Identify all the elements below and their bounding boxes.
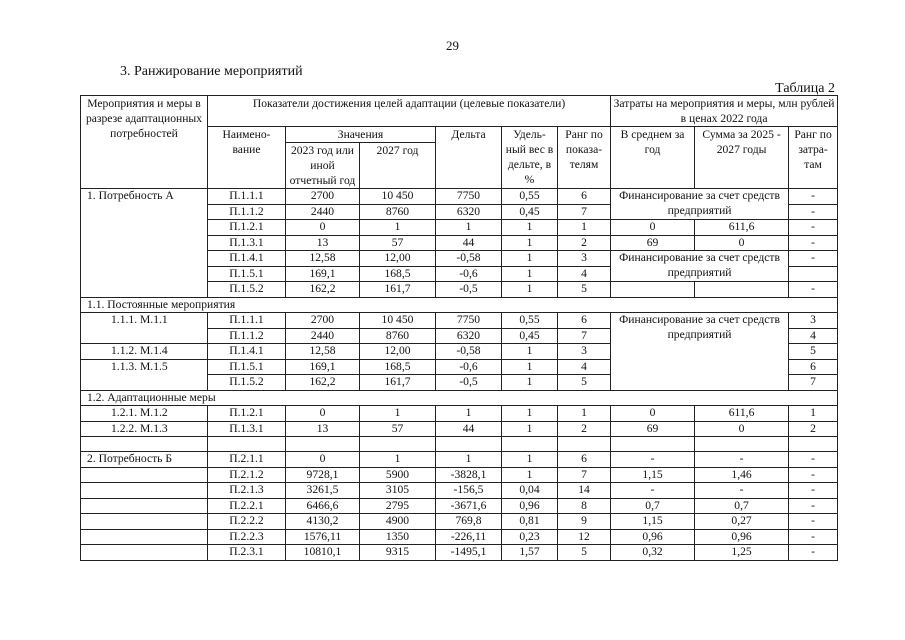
sum-2025-2027: 0,96 xyxy=(695,529,789,545)
adaptive-measures-label: 1.2. Адаптационные меры xyxy=(81,390,838,406)
rank-indicators: 12 xyxy=(558,529,611,545)
rank-indicators: 14 xyxy=(558,483,611,499)
average-per-year: 0 xyxy=(611,406,695,422)
delta-value: 44 xyxy=(436,235,502,251)
rank-costs: - xyxy=(789,452,838,468)
measure-label: 1.1.2. М.1.4 xyxy=(81,344,208,360)
value-2027: 161,7 xyxy=(360,375,436,391)
rank-indicators: 1 xyxy=(558,220,611,236)
weight-value: 1 xyxy=(502,282,558,298)
sum-2025-2027: - xyxy=(695,483,789,499)
delta-value: -156,5 xyxy=(436,483,502,499)
table-row xyxy=(81,189,838,205)
header-values: Значения xyxy=(286,127,436,143)
header-delta: Дельта xyxy=(436,127,502,189)
average-per-year: 1,15 xyxy=(611,514,695,530)
table-row xyxy=(81,483,838,499)
sum-2025-2027: 0,7 xyxy=(695,498,789,514)
rank-costs: 1 xyxy=(789,406,838,422)
rank-indicators: 6 xyxy=(558,313,611,329)
table-row xyxy=(81,421,838,437)
value-2023: 2700 xyxy=(286,189,360,205)
weight-value: 0,55 xyxy=(502,313,558,329)
need-b-label: 2. Потребность Б xyxy=(81,452,208,468)
indicator-code: П.2.2.1 xyxy=(208,498,286,514)
sum-2025-2027: 611,6 xyxy=(695,406,789,422)
table-row xyxy=(81,452,838,468)
rank-costs: - xyxy=(789,467,838,483)
weight-value: 0,96 xyxy=(502,498,558,514)
weight-value: 1 xyxy=(502,235,558,251)
weight-value: 0,45 xyxy=(502,328,558,344)
indicator-code: П.1.5.1 xyxy=(208,266,286,282)
value-2027: 161,7 xyxy=(360,282,436,298)
rank-indicators: 2 xyxy=(558,421,611,437)
value-2027: 5900 xyxy=(360,467,436,483)
indicator-code: П.1.4.1 xyxy=(208,251,286,267)
delta-value: -3828,1 xyxy=(436,467,502,483)
weight-value: 1 xyxy=(502,375,558,391)
rank-costs: - xyxy=(789,235,838,251)
empty-cell xyxy=(502,437,558,452)
rank-costs: - xyxy=(789,483,838,499)
weight-value: 0,23 xyxy=(502,529,558,545)
indicator-code: П.2.1.2 xyxy=(208,467,286,483)
value-2027: 12,00 xyxy=(360,251,436,267)
measure-label: 1.2.2. М.1.3 xyxy=(81,421,208,437)
header-measures: Мероприятия и меры в разрезе адаптационных потребностей xyxy=(81,96,208,189)
weight-value: 1 xyxy=(502,251,558,267)
value-2023: 13 xyxy=(286,235,360,251)
delta-value: -0,5 xyxy=(436,375,502,391)
value-2027: 12,00 xyxy=(360,344,436,360)
weight-value: 1,57 xyxy=(502,545,558,561)
header-sum: Сумма за 2025 - 2027 годы xyxy=(695,127,789,189)
page-number: 29 xyxy=(446,38,459,53)
header-costs-group: Затраты на мероприятия и меры, млн рублей в ценах 2022 года xyxy=(611,96,838,127)
sum-2025-2027: 611,6 xyxy=(695,220,789,236)
indicator-code: П.1.2.1 xyxy=(208,220,286,236)
empty-cell xyxy=(81,437,208,452)
value-2027: 168,5 xyxy=(360,359,436,375)
financing-note: Финансирование за счет средств предприятий xyxy=(611,251,789,282)
rank-indicators: 6 xyxy=(558,189,611,205)
weight-value: 1 xyxy=(502,467,558,483)
rank-indicators: 7 xyxy=(558,467,611,483)
indicator-code: П.1.3.1 xyxy=(208,235,286,251)
weight-value: 1 xyxy=(502,220,558,236)
weight-value: 0,45 xyxy=(502,204,558,220)
empty-cell xyxy=(611,437,695,452)
measure-label xyxy=(81,483,208,499)
delta-value: 1 xyxy=(436,406,502,422)
indicator-code: П.1.1.2 xyxy=(208,204,286,220)
delta-value: 769,8 xyxy=(436,514,502,530)
rank-costs: - xyxy=(789,498,838,514)
empty-cell xyxy=(436,437,502,452)
value-2023: 12,58 xyxy=(286,251,360,267)
header-year-2023: 2023 год или иной отчетный год xyxy=(286,143,360,189)
rank-indicators: 3 xyxy=(558,251,611,267)
value-2023: 1576,11 xyxy=(286,529,360,545)
empty-cell xyxy=(360,437,436,452)
value-2027: 8760 xyxy=(360,204,436,220)
rank-costs xyxy=(789,266,838,282)
indicator-code: П.2.1.1 xyxy=(208,452,286,468)
header-rank-indicators: Ранг по показа-телям xyxy=(558,127,611,189)
table-row xyxy=(81,498,838,514)
rank-indicators: 8 xyxy=(558,498,611,514)
rank-costs: 7 xyxy=(789,375,838,391)
indicator-code: П.2.3.1 xyxy=(208,545,286,561)
empty-row xyxy=(81,437,838,452)
rank-costs: - xyxy=(789,545,838,561)
empty-cell xyxy=(695,437,789,452)
indicator-code: П.2.2.3 xyxy=(208,529,286,545)
rank-indicators: 3 xyxy=(558,344,611,360)
value-2023: 10810,1 xyxy=(286,545,360,561)
value-2027: 1 xyxy=(360,452,436,468)
indicator-code: П.1.5.2 xyxy=(208,282,286,298)
measure-label: 1.2.1. М.1.2 xyxy=(81,406,208,422)
delta-value: 44 xyxy=(436,421,502,437)
weight-value: 1 xyxy=(502,421,558,437)
value-2027: 168,5 xyxy=(360,266,436,282)
table-row xyxy=(81,545,838,561)
value-2023: 9728,1 xyxy=(286,467,360,483)
section-title: 3. Ранжирование мероприятий xyxy=(120,64,303,79)
indicator-code: П.1.5.2 xyxy=(208,375,286,391)
weight-value: 0,55 xyxy=(502,189,558,205)
rank-indicators: 7 xyxy=(558,204,611,220)
indicator-code: П.1.4.1 xyxy=(208,344,286,360)
empty-cell xyxy=(208,437,286,452)
sum-2025-2027: 0 xyxy=(695,421,789,437)
measure-label xyxy=(81,498,208,514)
delta-value: -0,6 xyxy=(436,359,502,375)
rank-costs: - xyxy=(789,251,838,267)
value-2027: 2795 xyxy=(360,498,436,514)
measure-label xyxy=(81,514,208,530)
delta-value: -1495,1 xyxy=(436,545,502,561)
value-2023: 169,1 xyxy=(286,266,360,282)
table-row xyxy=(81,529,838,545)
value-2027: 10 450 xyxy=(360,313,436,329)
indicator-code: П.2.2.2 xyxy=(208,514,286,530)
value-2027: 10 450 xyxy=(360,189,436,205)
indicator-code: П.1.1.1 xyxy=(208,189,286,205)
delta-value: 7750 xyxy=(436,313,502,329)
need-a-label: 1. Потребность А xyxy=(81,189,208,298)
header-average-per-year: В среднем за год xyxy=(611,127,695,189)
weight-value: 0,81 xyxy=(502,514,558,530)
rank-indicators: 6 xyxy=(558,452,611,468)
table-label: Таблица 2 xyxy=(775,81,835,96)
delta-value: -0,58 xyxy=(436,344,502,360)
average-per-year: 1,15 xyxy=(611,467,695,483)
rank-costs: - xyxy=(789,189,838,205)
header-year-2027: 2027 год xyxy=(360,143,436,189)
weight-value: 1 xyxy=(502,359,558,375)
value-2023: 162,2 xyxy=(286,375,360,391)
table-row xyxy=(81,514,838,530)
measure-label xyxy=(81,545,208,561)
table-row xyxy=(81,467,838,483)
rank-indicators: 1 xyxy=(558,406,611,422)
value-2023: 6466,6 xyxy=(286,498,360,514)
average-per-year: 69 xyxy=(611,235,695,251)
weight-value: 1 xyxy=(502,266,558,282)
delta-value: -0,5 xyxy=(436,282,502,298)
rank-indicators: 5 xyxy=(558,545,611,561)
delta-value: 1 xyxy=(436,452,502,468)
sum-2025-2027 xyxy=(695,282,789,298)
delta-value: 6320 xyxy=(436,204,502,220)
value-2023: 162,2 xyxy=(286,282,360,298)
permanent-measures-label: 1.1. Постоянные мероприятия xyxy=(81,297,838,313)
measure-label xyxy=(81,467,208,483)
value-2023: 4130,2 xyxy=(286,514,360,530)
rank-indicators: 4 xyxy=(558,266,611,282)
sum-2025-2027: - xyxy=(695,452,789,468)
average-per-year: - xyxy=(611,452,695,468)
value-2023: 12,58 xyxy=(286,344,360,360)
value-2023: 0 xyxy=(286,406,360,422)
rank-indicators: 9 xyxy=(558,514,611,530)
rank-indicators: 5 xyxy=(558,282,611,298)
average-per-year: 0,7 xyxy=(611,498,695,514)
rank-indicators: 4 xyxy=(558,359,611,375)
value-2027: 1 xyxy=(360,220,436,236)
delta-value: -226,11 xyxy=(436,529,502,545)
value-2027: 8760 xyxy=(360,328,436,344)
delta-value: -0,58 xyxy=(436,251,502,267)
measure-label: 1.1.1. М.1.1 xyxy=(81,313,208,344)
indicator-code: П.2.1.3 xyxy=(208,483,286,499)
value-2027: 1350 xyxy=(360,529,436,545)
rank-indicators: 5 xyxy=(558,375,611,391)
value-2023: 169,1 xyxy=(286,359,360,375)
value-2023: 2440 xyxy=(286,204,360,220)
value-2023: 3261,5 xyxy=(286,483,360,499)
table-row xyxy=(81,406,838,422)
header-rank-costs: Ранг по затра-там xyxy=(789,127,838,189)
financing-note: Финансирование за счет средств предприятий xyxy=(611,189,789,220)
delta-value: 6320 xyxy=(436,328,502,344)
empty-cell xyxy=(789,437,838,452)
indicator-code: П.1.3.1 xyxy=(208,421,286,437)
value-2027: 57 xyxy=(360,235,436,251)
value-2023: 13 xyxy=(286,421,360,437)
measure-label: 1.1.3. М.1.5 xyxy=(81,359,208,390)
delta-value: -0,6 xyxy=(436,266,502,282)
weight-value: 0,04 xyxy=(502,483,558,499)
weight-value: 1 xyxy=(502,406,558,422)
delta-value: 7750 xyxy=(436,189,502,205)
average-per-year: - xyxy=(611,483,695,499)
value-2023: 0 xyxy=(286,452,360,468)
rank-costs: 5 xyxy=(789,344,838,360)
rank-indicators: 7 xyxy=(558,328,611,344)
indicator-code: П.1.5.1 xyxy=(208,359,286,375)
value-2027: 3105 xyxy=(360,483,436,499)
indicator-code: П.1.1.1 xyxy=(208,313,286,329)
table-row xyxy=(81,390,838,406)
average-per-year xyxy=(611,282,695,298)
average-per-year: 0,96 xyxy=(611,529,695,545)
measure-label xyxy=(81,529,208,545)
rank-costs: 2 xyxy=(789,421,838,437)
value-2023: 2440 xyxy=(286,328,360,344)
indicator-code: П.1.2.1 xyxy=(208,406,286,422)
financing-note: Финансирование за счет средств предприятий xyxy=(611,313,789,391)
ranking-table xyxy=(80,95,838,561)
weight-value: 1 xyxy=(502,344,558,360)
value-2027: 1 xyxy=(360,406,436,422)
average-per-year: 69 xyxy=(611,421,695,437)
empty-cell xyxy=(558,437,611,452)
rank-costs: 4 xyxy=(789,328,838,344)
table-row xyxy=(81,313,838,329)
value-2023: 2700 xyxy=(286,313,360,329)
sum-2025-2027: 0,27 xyxy=(695,514,789,530)
header-weight: Удель-ный вес в дельте, в % xyxy=(502,127,558,189)
indicator-code: П.1.1.2 xyxy=(208,328,286,344)
value-2027: 9315 xyxy=(360,545,436,561)
table-row xyxy=(81,297,838,313)
value-2027: 4900 xyxy=(360,514,436,530)
rank-costs: - xyxy=(789,529,838,545)
rank-costs: - xyxy=(789,220,838,236)
rank-costs: - xyxy=(789,204,838,220)
header-name: Наимено-вание xyxy=(208,127,286,189)
value-2023: 0 xyxy=(286,220,360,236)
rank-costs: - xyxy=(789,282,838,298)
delta-value: 1 xyxy=(436,220,502,236)
rank-costs: - xyxy=(789,514,838,530)
average-per-year: 0 xyxy=(611,220,695,236)
empty-cell xyxy=(286,437,360,452)
delta-value: -3671,6 xyxy=(436,498,502,514)
sum-2025-2027: 0 xyxy=(695,235,789,251)
rank-indicators: 2 xyxy=(558,235,611,251)
weight-value: 1 xyxy=(502,452,558,468)
header-indicators-group: Показатели достижения целей адаптации (целевые показатели) xyxy=(208,96,611,127)
rank-costs: 3 xyxy=(789,313,838,329)
sum-2025-2027: 1,25 xyxy=(695,545,789,561)
average-per-year: 0,32 xyxy=(611,545,695,561)
rank-costs: 6 xyxy=(789,359,838,375)
value-2027: 57 xyxy=(360,421,436,437)
sum-2025-2027: 1,46 xyxy=(695,467,789,483)
